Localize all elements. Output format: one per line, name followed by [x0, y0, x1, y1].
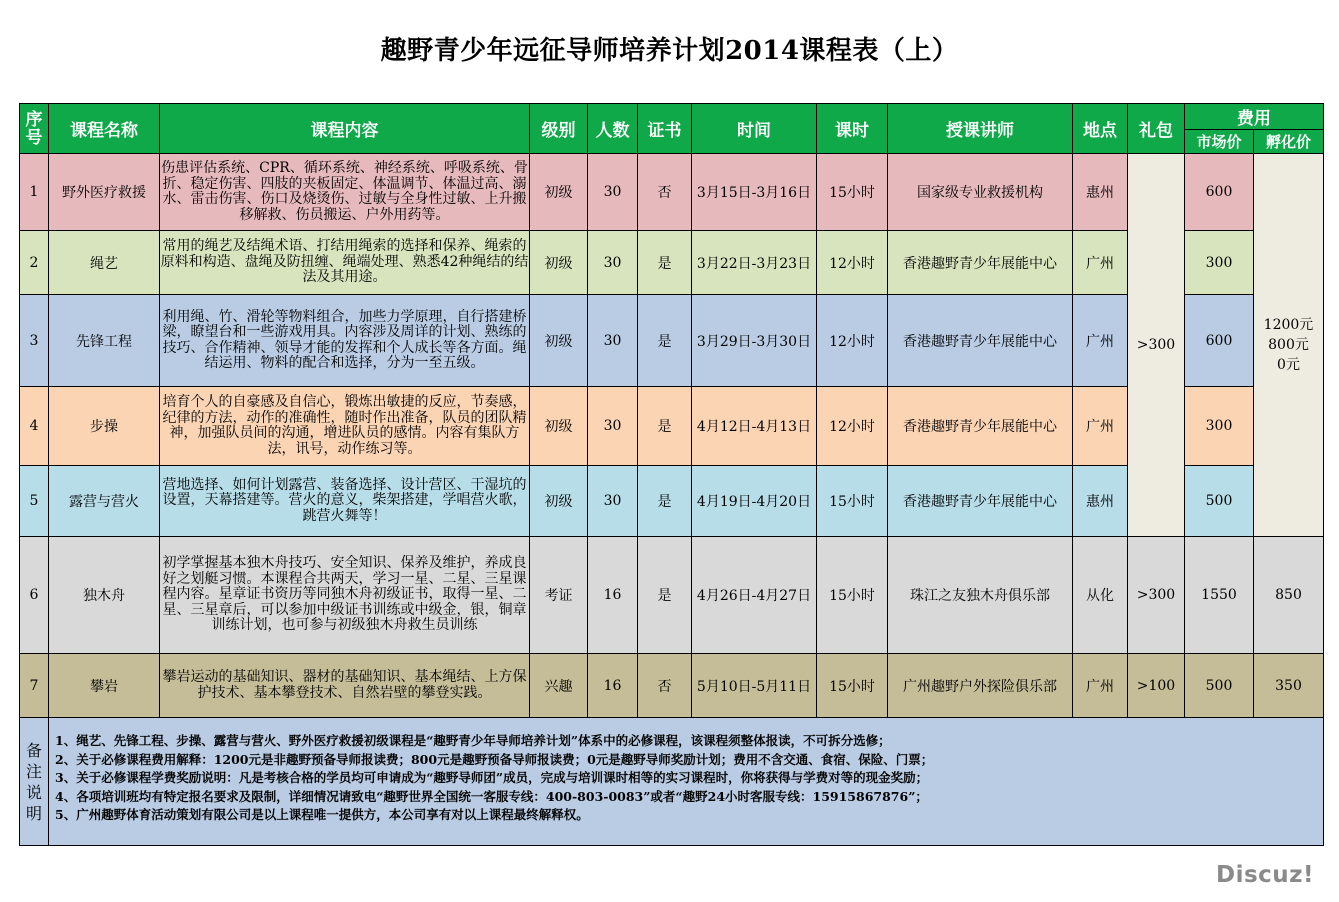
header-count: 人数: [588, 104, 638, 154]
course-content: 利用绳、竹、滑轮等物料组合，加些力学原理，自行搭建桥梁，瞭望台和一些游戏用具。内容涉及周详的计划、熟练的技巧、合作精神、领导才能的发挥和个人成长等各方面。绳结运用、物料的配合和选择，分为一至五级。: [160, 295, 530, 387]
header-content: 课程内容: [160, 104, 530, 154]
note-item: 1、绳艺、先锋工程、步操、露营与营火、野外医疗救援初级课程是“趣野青少年导师培养计划”体系中的必修课程，该课程须整体报读，不可拆分选修；: [55, 733, 891, 748]
course-name: 先锋工程: [49, 295, 160, 387]
header-gift: 礼包: [1128, 104, 1185, 154]
course-teacher: 广州趣野户外探险俱乐部: [888, 654, 1073, 718]
course-name: 露营与营火: [49, 466, 160, 537]
note-item: 4、各项培训班均有特定报名要求及限制，详细情况请致电“趣野世界全国统一客服专线：400-803-0083”或者“趣野24小时客服专线：15915867876”；: [55, 788, 928, 804]
incubation-merged: [1254, 154, 1324, 537]
course-hours: 15小时: [817, 154, 888, 231]
course-content: 伤患评估系统、CPR、循环系统、神经系统、呼吸系统、骨折、稳定伤害、四肢的夹板固定、体温调节、体温过高、溺水、雷击伤害、伤口及烧烫伤、过敏与全身性过敏、上升搬移解救、伤员搬运、户外用药等。: [160, 154, 530, 231]
course-place: 广州: [1073, 654, 1128, 718]
note-item: 2、关于必修课程费用解释：1200元是非趣野预备导师报读费；800元是趣野预备导师报读费；0元是趣野导师奖励计划；费用不含交通、食宿、保险、门票；: [55, 751, 934, 767]
row-seq: 5: [20, 466, 49, 537]
incubation-value: 1200元: [1263, 317, 1314, 333]
header-fee: 费用: [1185, 104, 1324, 130]
course-count: 16: [588, 537, 638, 654]
course-schedule-table: [19, 103, 1324, 846]
course-level: 初级: [530, 231, 588, 295]
course-time: 3月15日-3月16日: [692, 154, 817, 231]
course-content: 初学掌握基本独木舟技巧、安全知识、保养及维护，养成良好之划艇习惯。本课程合共两天，学习一星、二星、三星课程内容。星章证书资历等同独木舟初级证书，取得一星、二星、三星章后，可以参加中级证书训练或中级金，银，铜章训练计划，也可参与初级独木舟救生员训练: [160, 537, 530, 654]
header-place: 地点: [1073, 104, 1128, 154]
market-price: 500: [1185, 654, 1254, 718]
table-row: [20, 654, 1324, 718]
market-price: 1550: [1185, 537, 1254, 654]
table-row: [20, 537, 1324, 654]
course-name: 步操: [49, 387, 160, 466]
market-price: 600: [1185, 154, 1254, 231]
course-level: 初级: [530, 387, 588, 466]
header-seq: 序号: [20, 104, 49, 154]
header-incubation-price: 孵化价: [1254, 130, 1324, 154]
note-item: 3、关于必修课程学费奖励说明：凡是考核合格的学员均可申请成为“趣野导师团”成员，完成与培训课时相等的实习课程时，你将获得与学费对等的现金奖励；: [55, 770, 929, 785]
header-level: 级别: [530, 104, 588, 154]
course-cert: 否: [638, 154, 692, 231]
row-seq: 4: [20, 387, 49, 466]
course-name: 野外医疗救援: [49, 154, 160, 231]
market-price: 600: [1185, 295, 1254, 387]
course-teacher: 香港趣野青少年展能中心: [888, 295, 1073, 387]
row-seq: 1: [20, 154, 49, 231]
incubation-value: 800元: [1268, 337, 1309, 353]
header-time: 时间: [692, 104, 817, 154]
course-hours: 15小时: [817, 537, 888, 654]
course-level: 初级: [530, 466, 588, 537]
table-row: [20, 154, 1324, 231]
course-content: 攀岩运动的基础知识、器材的基础知识、基本绳结、上方保护技术、基本攀登技术、自然岩壁的攀登实践。: [160, 654, 530, 718]
header-row: [20, 104, 1324, 130]
course-content: 营地选择、如何计划露营、装备选择、设计营区、干湿坑的设置，天幕搭建等。营火的意义，柴架搭建，学唱营火歌，跳营火舞等！: [160, 466, 530, 537]
course-cert: 是: [638, 387, 692, 466]
incubation-price: 850: [1254, 537, 1324, 654]
note-item: 5、广州趣野体育活动策划有限公司是以上课程唯一提供方，本公司享有对以上课程最终解释权。: [55, 807, 589, 822]
header-hours: 课时: [817, 104, 888, 154]
course-content: 培育个人的自豪感及自信心，锻炼出敏捷的反应，节奏感，纪律的方法，动作的准确性，随时作出准备，队员的团队精神，加强队员间的沟通，增进队员的感情。内容有集队方法，讯号，动作练习等。: [160, 387, 530, 466]
course-teacher: 香港趣野青少年展能中心: [888, 387, 1073, 466]
course-time: 4月19日-4月20日: [692, 466, 817, 537]
course-place: 广州: [1073, 231, 1128, 295]
notes-row: [20, 718, 1324, 846]
course-teacher: 香港趣野青少年展能中心: [888, 466, 1073, 537]
course-place: 广州: [1073, 295, 1128, 387]
course-count: 30: [588, 231, 638, 295]
page-title: 趣野青少年远征导师培养计划2014课程表（上）: [380, 36, 959, 66]
course-content: 常用的绳艺及结绳术语、打结用绳索的选择和保养、绳索的原料和构造、盘绳及防扭缠、绳端处理、熟悉42种绳结的结法及其用途。: [160, 231, 530, 295]
course-hours: 12小时: [817, 231, 888, 295]
course-time: 4月26日-4月27日: [692, 537, 817, 654]
course-place: 广州: [1073, 387, 1128, 466]
course-count: 30: [588, 387, 638, 466]
row-seq: 2: [20, 231, 49, 295]
course-gift: >300: [1128, 537, 1185, 654]
notes-body: [49, 718, 1324, 846]
course-cert: 否: [638, 654, 692, 718]
course-time: 3月29日-3月30日: [692, 295, 817, 387]
header-cert: 证书: [638, 104, 692, 154]
course-teacher: 香港趣野青少年展能中心: [888, 231, 1073, 295]
course-teacher: 珠江之友独木舟俱乐部: [888, 537, 1073, 654]
course-count: 30: [588, 466, 638, 537]
row-seq: 7: [20, 654, 49, 718]
market-price: 300: [1185, 387, 1254, 466]
notes-label-text: 备注说明: [25, 740, 42, 823]
course-place: 惠州: [1073, 154, 1128, 231]
course-level: 初级: [530, 295, 588, 387]
gift-merged: >300: [1128, 154, 1185, 537]
course-count: 30: [588, 154, 638, 231]
course-time: 4月12日-4月13日: [692, 387, 817, 466]
course-place: 惠州: [1073, 466, 1128, 537]
course-time: 5月10日-5月11日: [692, 654, 817, 718]
course-teacher: 国家级专业救援机构: [888, 154, 1073, 231]
header-market-price: 市场价: [1185, 130, 1254, 154]
course-hours: 15小时: [817, 466, 888, 537]
notes-label: [20, 718, 49, 846]
course-name: 绳艺: [49, 231, 160, 295]
row-seq: 6: [20, 537, 49, 654]
course-level: 考证: [530, 537, 588, 654]
course-name: 攀岩: [49, 654, 160, 718]
course-level: 初级: [530, 154, 588, 231]
market-price: 300: [1185, 231, 1254, 295]
course-hours: 12小时: [817, 387, 888, 466]
course-cert: 是: [638, 295, 692, 387]
header-name: 课程名称: [49, 104, 160, 154]
course-count: 30: [588, 295, 638, 387]
course-hours: 12小时: [817, 295, 888, 387]
row-seq: 3: [20, 295, 49, 387]
course-level: 兴趣: [530, 654, 588, 718]
incubation-price: 350: [1254, 654, 1324, 718]
course-time: 3月22日-3月23日: [692, 231, 817, 295]
course-name: 独木舟: [49, 537, 160, 654]
market-price: 500: [1185, 466, 1254, 537]
course-hours: 15小时: [817, 654, 888, 718]
course-cert: 是: [638, 231, 692, 295]
incubation-value: 0元: [1277, 357, 1300, 373]
course-cert: 是: [638, 537, 692, 654]
course-gift: >100: [1128, 654, 1185, 718]
header-teacher: 授课讲师: [888, 104, 1073, 154]
course-place: 从化: [1073, 537, 1128, 654]
watermark-logo: Discuz!: [1216, 862, 1315, 888]
course-cert: 是: [638, 466, 692, 537]
course-count: 16: [588, 654, 638, 718]
